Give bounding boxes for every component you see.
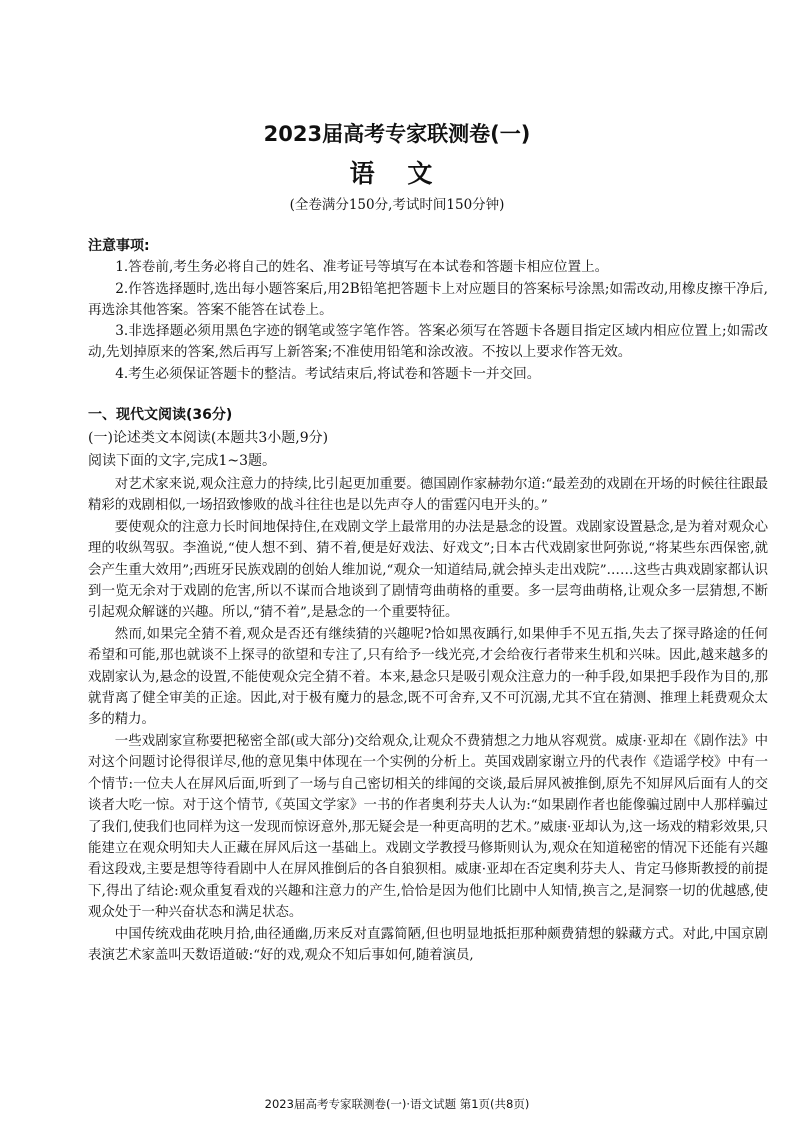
- notice-item: 4.考生必须保证答题卡的整洁。考试结束后,将试卷和答题卡一并交回。: [115, 365, 541, 382]
- section-instruction: 阅读下面的文字,完成1~3题。: [88, 453, 276, 469]
- subject-title: 语 文: [349, 159, 445, 188]
- section-title: 一、现代文阅读(36分): [88, 407, 233, 423]
- notice-item: 2.作答选择题时,选出每小题答案后,用2B铅笔把答题卡上对应题目的答案标号涂黑;如需改动,用橡皮擦干净后,再选涂其他答案。答案不能答在试卷上。: [88, 280, 768, 318]
- article-paragraph: 然而,如果完全猜不着,观众是否还有继续猜的兴趣呢?恰如黑夜踽行,如果伸手不见五指,失去了探寻路途的任何希望和可能,那也就谈不上探寻的欲望和专注了,只有给予一线光亮,才会给夜行者带来生机和兴味。因此,越来越多的戏剧家认为,悬念的设置,不能使观众完全猜不着。本来,悬念只是吸引观众注意力的一种手段,如果把手段作为目的,那就背离了健全审美的正途。因此,对于极有魔力的悬念,既不可舍弃,又不可沉溺,尤其不宜在猜测、推理上耗费观众太多的精力。: [88, 626, 768, 728]
- article-paragraph: 对艺术家来说,观众注意力的持续,比引起更加重要。德国剧作家赫勃尔道:“最差劲的戏剧在开场的时候往往跟最精彩的戏剧相似,一场招致惨败的战斗往往也是以先声夺人的雷霆闪电开头的。”: [88, 477, 768, 514]
- article-body: [88, 474, 768, 966]
- notice-item: 3.非选择题必须用黑色字迹的钢笔或签字笔作答。答案必须写在答题卡各题目指定区域内相应位置上;如需改动,先划掉原来的答案,然后再写上新答案;不准使用铅笔和涂改液。不按以上要求作答无效。: [88, 323, 768, 361]
- page-footer: 2023届高考专家联测卷(一)·语文试题 第1页(共8页): [264, 1097, 530, 1111]
- exam-info: (全卷满分150分,考试时间150分钟): [289, 197, 505, 213]
- section-subtitle: (一)论述类文本阅读(本题共3小题,9分): [88, 430, 329, 446]
- article-paragraph: 一些戏剧家宣称要把秘密全部(或大部分)交给观众,让观众不费猜想之力地从容观赏。威康·亚却在《剧作法》中对这个问题讨论得很详尽,他的意见集中体现在一个实例的分析上。英国戏剧家谢立丹的代表作《造谣学校》中有一个情节:一位夫人在屏风后面,听到了一场与自己密切相关的绯闻的交谈,最后屏风被推倒,原先不知屏风后面有人的交谈者大吃一惊。对于这个情节,《英国文学家》一书的作者奥利芬夫人认为:“如果剧作者也能像骗过剧中人那样骗过了我们,使我们也同样为这一发现而惊讶意外,那无疑会是一种更高明的艺术。”威康·亚却认为,这一场戏的精彩效果,只能建立在观众明知夫人正藏在屏风后这一基础上。戏剧文学教授马修斯则认为,观众在知道秘密的情况下还能有兴趣看这段戏,主要是想等待看剧中人在屏风推倒后的各自狼狈相。威康·亚却在否定奥利芬夫人、肯定马修斯教授的前提下,得出了结论:观众重复看戏的兴趣和注意力的产生,恰恰是因为他们比剧中人知情,换言之,是洞察一切的优越感,使观众处于一种兴奋状态和满足状态。: [88, 733, 768, 921]
- article-paragraph: 中国传统戏曲花映月拾,曲径通幽,历来反对直露简陋,但也明显地抵拒那种颇费猜想的躲藏方式。对此,中国京剧表演艺术家盖叫天数语道破:“好的戏,观众不知后事如何,随着演员,: [88, 926, 768, 963]
- exam-title: 2023届高考专家联测卷(一): [263, 122, 531, 146]
- article-paragraph: 要使观众的注意力长时间地保持住,在戏剧文学上最常用的办法是悬念的设置。戏剧家设置悬念,是为着对观众心理的收纵驾驭。李渔说,“使人想不到、猜不着,便是好戏法、好戏文”;日本古代戏剧家世阿弥说,“将某些东西保密,就会产生重大效用”;西班牙民族戏剧的创始人维加说,“观众一知道结局,就会掉头走出戏院”……这些古典戏剧家都认识到一览无余对于戏剧的危害,所以不谋而合地谈到了剧情弯曲萌格的重要。多一层弯曲萌格,让观众多一层猜想,不断引起观众解谜的兴趣。所以,“猜不着”,是悬念的一个重要特征。: [88, 519, 768, 621]
- notice-heading: 注意事项:: [88, 238, 150, 254]
- notice-item: 1.答卷前,考生务必将自己的姓名、准考证号等填写在本试卷和答题卡相应位置上。: [115, 259, 609, 276]
- notice-section: [88, 236, 768, 385]
